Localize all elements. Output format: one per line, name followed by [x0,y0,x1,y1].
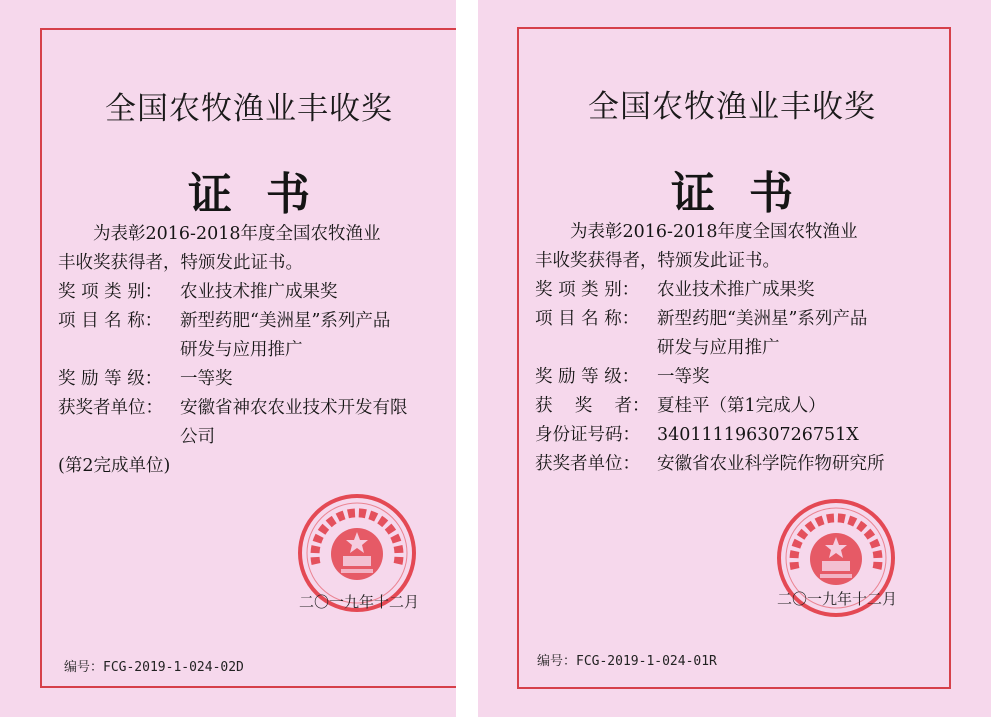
serial-number: 编号：FCG-2019-1-024-01R [537,654,717,669]
field-award-category [535,276,935,305]
certificate-title: 全国农牧渔业丰收奖 [588,89,876,125]
field-winner [535,392,935,421]
certificate-title: 全国农牧渔业丰收奖 [105,91,393,127]
field-value: 安徽省神农农业技术开发有限 [180,398,408,418]
field-value: 一等奖 [180,369,233,389]
field-award-category [58,278,450,307]
field-label: 获 奖 者： [535,396,650,416]
intro-line: 为表彰2016-2018年度全国农牧渔业 [93,224,381,244]
field-value: 夏桂平（第1完成人） [657,396,826,416]
field-value: 安徽省农业科学院作物研究所 [657,454,885,474]
field-label: 奖 项 类 别： [58,282,163,302]
field-label: 项 目 名 称： [535,309,640,329]
field-value: 34011119630726751X [657,425,859,445]
intro-line: 丰收奖获得者，特颁发此证书。 [58,253,303,273]
field-label: 奖 励 等 级： [58,369,163,389]
intro-line: 丰收奖获得者，特颁发此证书。 [535,251,780,271]
field-value: 公司 [180,427,215,447]
field-value: 农业技术推广成果奖 [180,282,338,302]
field-value: 一等奖 [657,367,710,387]
field-value: 研发与应用推广 [657,338,780,358]
field-value: 新型药肥“美洲星”系列产品 [180,311,391,331]
certificate-body [535,218,935,479]
field-value: 农业技术推广成果奖 [657,280,815,300]
certificate-left [0,0,456,717]
field-label: 获奖者单位： [58,398,163,418]
field-label: 项 目 名 称： [58,311,163,331]
issue-date: 二〇一九年十二月 [299,593,420,611]
field-label: 奖 励 等 级： [535,367,640,387]
certificate-subtitle: 证书 [188,169,344,220]
field-winner-unit [535,450,935,479]
page-gap [456,0,478,717]
intro-line: 为表彰2016-2018年度全国农牧渔业 [570,222,858,242]
serial-number: 编号：FCG-2019-1-024-02D [64,660,244,675]
field-project-name [58,307,450,365]
certificate-right [478,0,991,717]
field-label: 奖 项 类 别： [535,280,640,300]
field-award-level [58,365,450,394]
field-label: 身份证号码： [535,425,640,445]
completion-note: (第2完成单位) [58,456,171,476]
field-id-number [535,421,935,450]
issue-date: 二〇一九年十二月 [777,590,898,608]
field-value: 研发与应用推广 [180,340,303,360]
field-label: 获奖者单位： [535,454,640,474]
certificate-body [58,220,450,481]
field-project-name [535,305,935,363]
certificate-subtitle: 证书 [671,168,827,219]
field-winner-unit [58,394,450,452]
field-award-level [535,363,935,392]
field-value: 新型药肥“美洲星”系列产品 [657,309,868,329]
